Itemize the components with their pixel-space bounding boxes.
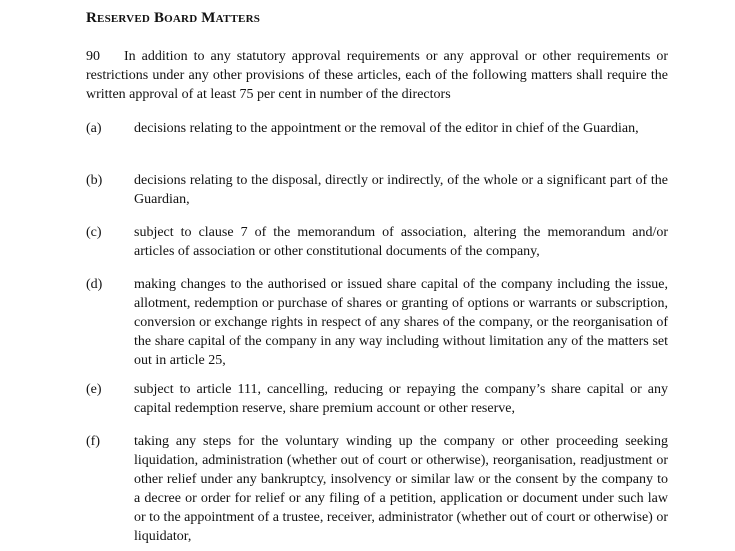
item-label-a: (a) bbox=[86, 121, 102, 136]
item-text-c: subject to clause 7 of the memorandum of association, altering the memorandum and/or articles of association or other constitutional documents of the company, bbox=[134, 225, 668, 259]
item-label-c: (c) bbox=[86, 225, 102, 240]
clause-intro-text: In addition to any statutory approval requirements or any approval or other requirements or restrictions under any other provisions of these articles, each of the following matters shall require the written approval of at least 75 per cent in number of the directors bbox=[86, 49, 668, 102]
item-text-b: decisions relating to the disposal, directly or indirectly, of the whole or a significant part of the Guardian, bbox=[134, 173, 668, 207]
item-label-d: (d) bbox=[86, 277, 103, 292]
item-label-b: (b) bbox=[86, 173, 103, 188]
item-label-e: (e) bbox=[86, 382, 102, 397]
item-text-e: subject to article 111, cancelling, reducing or repaying the company’s share capital or any capital redemption reserve, share premium account or other reserve, bbox=[134, 382, 668, 416]
item-text-f: taking any steps for the voluntary winding up the company or other proceeding seeking liquidation, administration (whether out of court or otherwise), reorganisation, readjustment or other relief under any bankruptcy, insolvency or similar law or the consent by the company to a decree or order for relief or any filing of a petition, application or document under such law or to the appointment of a trustee, receiver, administrator (whether out of court or otherwise) or liquidator, bbox=[134, 434, 668, 544]
item-label-f: (f) bbox=[86, 434, 100, 449]
item-text-d: making changes to the authorised or issued share capital of the company including the issue, allotment, redemption or purchase of shares or granting of options or warrants or subscription, conversion or exchange rights in respect of any shares of the company, or the reorganisation of the share capital of the company in any way including without limitation any of the matters set out in article 25, bbox=[134, 277, 668, 368]
clause-number: 90 bbox=[86, 49, 100, 64]
section-heading: Reserved Board Matters bbox=[86, 10, 261, 26]
clause-90-paragraph bbox=[86, 47, 668, 104]
item-text-a: decisions relating to the appointment or the removal of the editor in chief of the Guardian, bbox=[134, 121, 639, 136]
